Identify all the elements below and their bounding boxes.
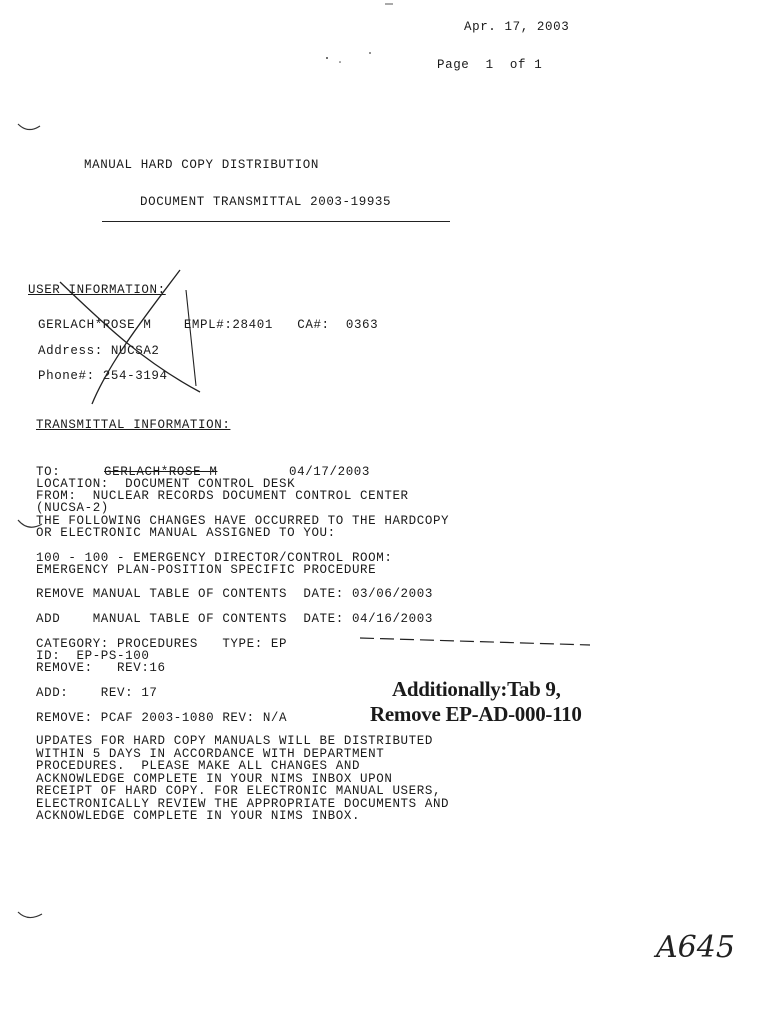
- to-name: GERLACH*ROSE M: [104, 465, 218, 479]
- updates-line: UPDATES FOR HARD COPY MANUALS WILL BE DISTRIBUTED: [36, 734, 433, 748]
- manual-line-2: EMERGENCY PLAN-POSITION SPECIFIC PROCEDURE: [36, 563, 377, 577]
- doc-title: MANUAL HARD COPY DISTRIBUTION: [84, 158, 319, 172]
- user-phone-line: Phone#: 254-3194: [38, 369, 168, 383]
- hole-punch-mark: [18, 912, 42, 918]
- handwritten-initials: A645: [656, 930, 735, 965]
- page-number: Page 1 of 1: [437, 58, 543, 72]
- dashed-pen-line: [360, 638, 590, 645]
- updates-line: RECEIPT OF HARD COPY. FOR ELECTRONIC MANUAL USERS,: [36, 784, 442, 798]
- add-toc-line: ADD MANUAL TABLE OF CONTENTS DATE: 04/16/2003: [36, 612, 433, 626]
- add-rev-line: ADD: REV: 17: [36, 686, 158, 700]
- scan-speck: [339, 61, 341, 63]
- location-line: LOCATION: DOCUMENT CONTROL DESK: [36, 477, 296, 491]
- transmittal-heading: TRANSMITTAL INFORMATION:: [36, 418, 231, 432]
- handwritten-note-line-2: Remove EP-AD-000-110: [370, 702, 582, 726]
- id-line: ID: EP-PS-100: [36, 649, 150, 663]
- category-line: CATEGORY: PROCEDURES TYPE: EP: [36, 637, 288, 651]
- transmittal-number: DOCUMENT TRANSMITTAL 2003-19935: [140, 195, 392, 209]
- remove-rev-line: REMOVE: REV:16: [36, 661, 166, 675]
- scan-speck: [326, 57, 328, 59]
- cross-out-stroke: [186, 290, 196, 386]
- user-address-line: Address: NUCSA2: [38, 344, 160, 358]
- to-date: 04/17/2003: [289, 465, 371, 479]
- remove-pcaf-line: REMOVE: PCAF 2003-1080 REV: N/A: [36, 711, 288, 725]
- manual-line-1: 100 - 100 - EMERGENCY DIRECTOR/CONTROL ROOM:: [36, 551, 393, 565]
- header-date: Apr. 17, 2003: [464, 20, 570, 34]
- hole-punch-mark: [18, 520, 42, 527]
- updates-line: WITHIN 5 DAYS IN ACCORDANCE WITH DEPARTMENT: [36, 746, 385, 761]
- updates-line: ACKNOWLEDGE COMPLETE IN YOUR NIMS INBOX.: [36, 809, 361, 823]
- to-label: TO:: [36, 465, 61, 479]
- scan-speck: [369, 52, 371, 54]
- user-info-heading: USER INFORMATION:: [28, 283, 166, 297]
- updates-line: PROCEDURES. PLEASE MAKE ALL CHANGES AND: [36, 759, 361, 773]
- cross-out-stroke: [92, 270, 180, 404]
- updates-line: ELECTRONICALLY REVIEW THE APPROPRIATE DOCUMENTS AND: [36, 796, 450, 811]
- hole-punch-mark: [18, 124, 40, 130]
- remove-toc-line: REMOVE MANUAL TABLE OF CONTENTS DATE: 03/06/2003: [36, 587, 433, 601]
- handwritten-note-line-1: Additionally:Tab 9,: [392, 677, 561, 701]
- changes-line-2: OR ELECTRONIC MANUAL ASSIGNED TO YOU:: [36, 526, 336, 540]
- from-cont-line: (NUCSA-2): [36, 501, 109, 515]
- changes-line-1: THE FOLLOWING CHANGES HAVE OCCURRED TO THE HARDCOPY: [36, 514, 450, 528]
- user-name-line: GERLACH*ROSE M EMPL#:28401 CA#: 0363: [38, 318, 379, 332]
- updates-line: ACKNOWLEDGE COMPLETE IN YOUR NIMS INBOX UPON: [36, 771, 393, 786]
- from-line: FROM: NUCLEAR RECORDS DOCUMENT CONTROL CENTER: [36, 489, 409, 503]
